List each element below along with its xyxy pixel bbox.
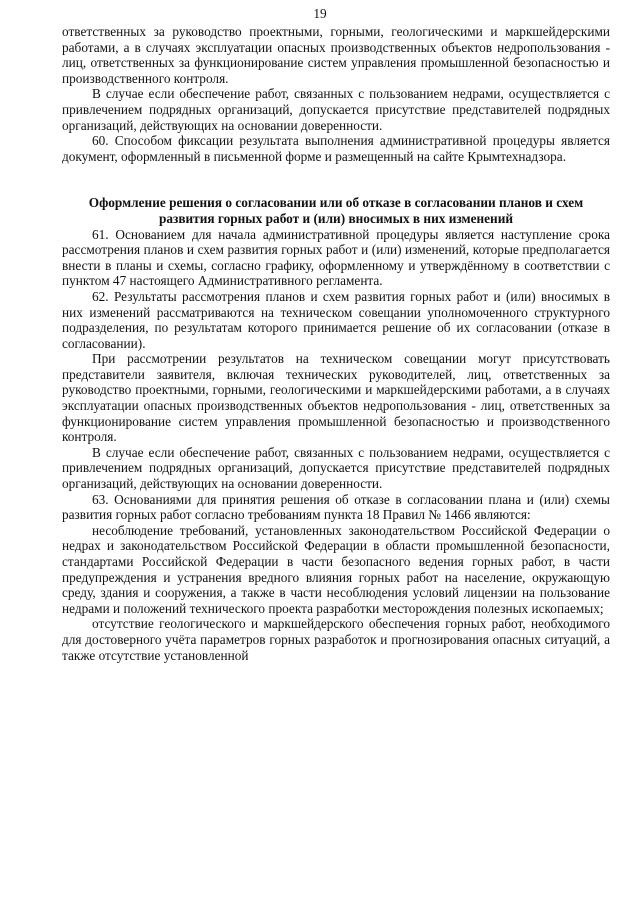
paragraph: 63. Основаниями для принятия решения об отказе в согласовании плана и (или) схемы развития горных работ согласно требованиям пункта 18 Правил № 1466 являются:: [62, 491, 610, 523]
paragraph: ответственных за руководство проектными, горными, геологическими и маркшейдерскими работами, а в случаях эксплуатации опасных производственных объектов недропользования - лиц, ответственных за функционирование систем управления промышленной безопасностью и производственного контроля.: [62, 24, 610, 86]
paragraph: 62. Результаты рассмотрения планов и схем развития горных работ и (или) вносимых в них изменений рассматриваются на техническом совещании уполномоченного структурного подразделения, по результатам которого принимается решение об их согласовании (отказе в согласовании).: [62, 288, 610, 351]
paragraphs-before-heading: [62, 24, 610, 164]
paragraph: При рассмотрении результатов на техническом совещании могут присутствовать представители заявителя, включая технических руководителей, лиц, ответственных за руководство проектными, горными, геологическими и маркшейдерскими работами, а в случаях эксплуатации опасных производственных объектов недропользования - лиц, ответственных за функционирование систем управления промышленной безопасностью и производственного контроля.: [62, 351, 610, 445]
page-number: 19: [313, 6, 327, 21]
paragraph: В случае если обеспечение работ, связанных с пользованием недрами, осуществляется с привлечением подрядных организаций, допускается присутствие представителей подрядных организаций, действующих на основании доверенности.: [62, 86, 610, 133]
paragraph: 60. Способом фиксации результата выполнения административной процедуры является документ, оформленный в письменной форме и размещенный на сайте Крымтехнадзора.: [62, 133, 610, 164]
paragraphs-after-heading: [62, 227, 610, 664]
paragraph: несоблюдение требований, установленных законодательством Российской Федерации о недрах и законодательством Российской Федерации в области промышленной безопасности, стандартами Российской Федерации в части безопасного ведения горных работ, в части предупреждения и устранения вредного влияния горных работ на население, окружающую среду, здания и сооружения, а также в части несоблюдения условий лицензии на пользование недрами и положений технического проекта разработки месторождения полезных ископаемых;: [62, 522, 610, 616]
paragraph: 61. Основанием для начала административной процедуры является наступление срока рассмотрения планов и схем развития горных работ и (или) изменений, которые предполагается внести в планы и схемы, согласно графику, оформленному и утверждённому в соответствии с пунктом 47 настоящего Административного регламента.: [62, 226, 610, 289]
document-body: [62, 24, 610, 663]
section-heading: Оформление решения о согласовании или об отказе в согласовании планов и схем развития горных работ и (или) вносимых в них изменений: [88, 195, 584, 226]
paragraph: В случае если обеспечение работ, связанных с пользованием недрами, осуществляется с привлечением подрядных организаций, допускается присутствие представителей подрядных организаций, действующих на основании доверенности.: [62, 444, 610, 492]
paragraph: отсутствие геологического и маркшейдерского обеспечения горных работ, необходимого для достоверного учёта параметров горных разработок и прогнозирования опасных ситуаций, а также отсутствие установленной: [62, 616, 610, 663]
